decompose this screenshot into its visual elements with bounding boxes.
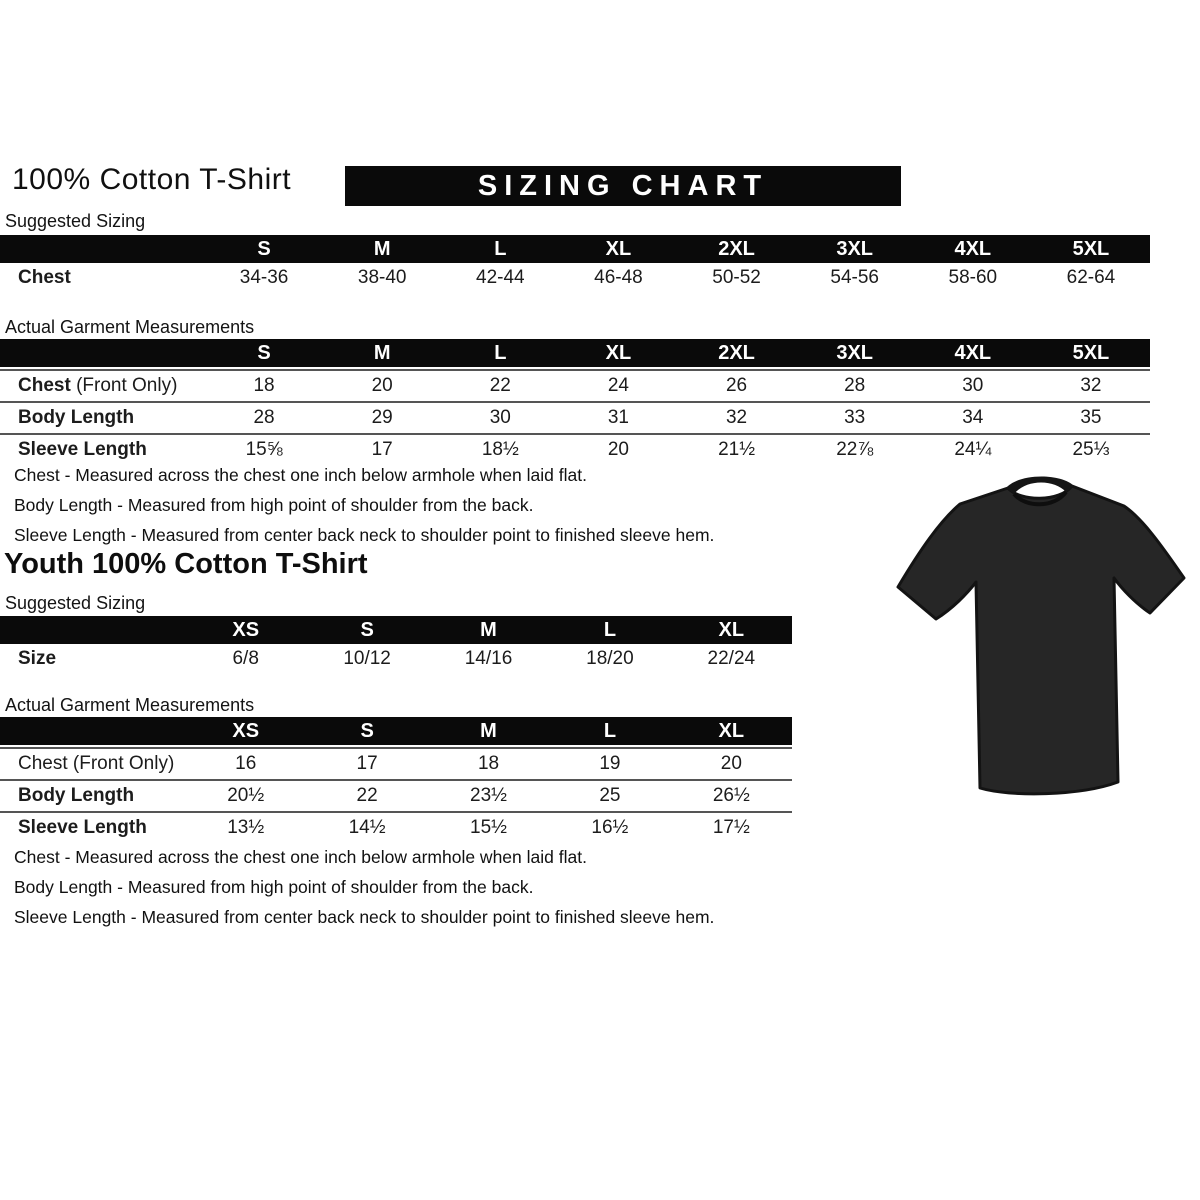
size-column-header: M — [480, 719, 497, 742]
measurement-value: 20 — [607, 439, 629, 460]
black-tshirt-illustration — [888, 466, 1193, 811]
measurement-value: 22 — [356, 785, 378, 806]
measurement-value: 38-40 — [357, 267, 407, 288]
measurement-value: 18 — [253, 375, 275, 396]
measurement-value: 16½ — [591, 817, 629, 838]
row-label-cell — [0, 813, 185, 843]
measurement-value: 26 — [725, 375, 748, 396]
measurement-value: 25 — [599, 785, 621, 806]
size-column-header: XL — [718, 719, 745, 742]
youth-suggested-sizing-heading: Suggested Sizing — [5, 593, 146, 613]
adult-actual-measurements-heading: Actual Garment Measurements — [5, 317, 255, 337]
header-corner-cell — [0, 717, 185, 745]
measurement-value: 18 — [477, 753, 500, 774]
sizing-chart-banner: SIZING CHART — [345, 166, 901, 206]
row-label-text: Chest — [18, 267, 71, 288]
size-column-header: S — [257, 237, 271, 260]
measurement-value: 18/20 — [586, 648, 634, 669]
measurement-value: 17½ — [712, 817, 750, 838]
size-column-header: 2XL — [718, 237, 755, 260]
measurement-value: 34 — [962, 407, 984, 428]
size-column-header: S — [257, 341, 271, 364]
measurement-value: 35 — [1080, 407, 1102, 428]
measurement-value: 22 — [489, 375, 511, 396]
measurement-value: 26½ — [712, 785, 750, 806]
adult-section-title: 100% Cotton T-Shirt — [12, 163, 292, 196]
size-column-header: XS — [232, 618, 260, 641]
note-line: Body Length - Measured from high point of shoulder from the back. — [14, 494, 534, 515]
measurement-value: 14/16 — [464, 648, 513, 669]
adult-suggested-sizing-heading: Suggested Sizing — [5, 211, 146, 231]
size-header-row — [0, 235, 1150, 263]
measurement-row — [0, 369, 1150, 401]
note-line: Sleeve Length - Measured from center back neck to shoulder point to finished sleeve hem. — [14, 906, 715, 927]
measurement-value: 22/24 — [707, 648, 756, 669]
note-line: Body Length - Measured from high point of shoulder from the back. — [14, 876, 534, 897]
measurement-value: 21½ — [718, 439, 756, 460]
measurement-row — [0, 644, 792, 674]
measurement-value: 17 — [371, 439, 393, 460]
row-label-cell — [0, 749, 185, 779]
row-label-suffix: (Front Only) — [67, 753, 175, 774]
row-label-text: Body Length — [18, 785, 135, 806]
measurement-value: 15⅝ — [245, 439, 283, 460]
size-column-header: 5XL — [1072, 341, 1110, 364]
size-column-header: XL — [718, 618, 745, 641]
measurement-row — [0, 747, 792, 779]
size-header-row — [0, 616, 792, 644]
size-column-header: 3XL — [836, 341, 874, 364]
row-label-text: Chest — [18, 375, 71, 396]
size-column-header: S — [360, 618, 374, 641]
size-column-header: 2XL — [718, 341, 755, 364]
measurement-value: 24 — [607, 375, 629, 396]
measurement-value: 22⅞ — [836, 439, 874, 460]
row-label-text: Sleeve Length — [18, 817, 147, 838]
row-label-suffix: (Front Only) — [70, 375, 178, 396]
measurement-value: 20 — [371, 375, 393, 396]
measurement-value: 17 — [356, 753, 378, 774]
measurement-value: 29 — [371, 407, 393, 428]
measurement-value: 20 — [720, 753, 742, 774]
measurement-value: 32 — [1080, 375, 1102, 396]
measurement-value: 30 — [489, 407, 511, 428]
youth-measurement-notes — [14, 842, 714, 932]
measurement-value: 28 — [253, 407, 275, 428]
measurement-value: 28 — [844, 375, 866, 396]
youth-actual-measurements-heading: Actual Garment Measurements — [5, 695, 255, 715]
size-column-header: XL — [605, 237, 632, 260]
size-column-header: L — [494, 237, 507, 260]
measurement-row — [0, 401, 1150, 433]
note-line: Sleeve Length - Measured from center back neck to shoulder point to finished sleeve hem. — [14, 524, 715, 545]
youth-actual-measurements-table — [0, 717, 792, 843]
measurement-value: 23½ — [470, 785, 507, 806]
row-label-cell — [0, 371, 205, 401]
row-label-text: Size — [18, 648, 57, 669]
size-column-header: M — [373, 237, 391, 260]
measurement-value: 54-56 — [830, 267, 879, 288]
header-corner-cell — [0, 235, 205, 263]
measurement-row — [0, 263, 1150, 293]
measurement-value: 10/12 — [343, 648, 391, 669]
measurement-value: 13½ — [227, 817, 265, 838]
measurement-row — [0, 811, 792, 843]
measurement-value: 42-44 — [476, 267, 525, 288]
size-header-row — [0, 339, 1150, 367]
size-column-header: S — [360, 719, 374, 742]
size-column-header: XL — [605, 341, 632, 364]
row-label-text: Body Length — [18, 407, 135, 428]
measurement-row — [0, 779, 792, 811]
measurement-value: 16 — [235, 753, 257, 774]
measurement-value: 30 — [962, 375, 984, 396]
size-column-header: L — [603, 618, 617, 641]
row-label-cell — [0, 781, 185, 811]
size-column-header: M — [480, 618, 497, 641]
adult-measurement-notes — [14, 460, 714, 550]
row-label-text: Chest — [18, 753, 68, 774]
measurement-value: 25⅓ — [1072, 439, 1110, 460]
measurement-value: 24¼ — [954, 439, 992, 460]
measurement-value: 62-64 — [1066, 267, 1116, 288]
measurement-value: 46-48 — [594, 267, 643, 288]
size-column-header: 4XL — [954, 237, 992, 260]
youth-suggested-sizing-table — [0, 616, 792, 674]
adult-suggested-sizing-table — [0, 235, 1150, 293]
measurement-value: 34-36 — [239, 267, 289, 288]
size-column-header: 5XL — [1072, 237, 1110, 260]
measurement-value: 58-60 — [948, 267, 998, 288]
size-column-header: L — [603, 719, 617, 742]
header-corner-cell — [0, 339, 205, 367]
size-header-row — [0, 717, 792, 745]
size-column-header: M — [373, 341, 391, 364]
header-corner-cell — [0, 616, 185, 644]
measurement-value: 20½ — [227, 785, 265, 806]
measurement-value: 15½ — [470, 817, 507, 838]
size-column-header: 4XL — [954, 341, 992, 364]
row-label-text: Sleeve Length — [18, 439, 147, 460]
tshirt-product-image — [888, 466, 1193, 811]
row-label-cell — [0, 644, 185, 674]
size-column-header: XS — [232, 719, 260, 742]
note-line: Chest - Measured across the chest one inch below armhole when laid flat. — [14, 846, 587, 867]
measurement-value: 18½ — [481, 439, 519, 460]
measurement-value: 32 — [725, 407, 748, 428]
youth-section-title: Youth 100% Cotton T-Shirt — [4, 548, 368, 580]
size-column-header: 3XL — [836, 237, 874, 260]
measurement-value: 19 — [599, 753, 621, 774]
measurement-value: 31 — [607, 407, 629, 428]
row-label-cell — [0, 263, 205, 293]
measurement-value: 14½ — [348, 817, 386, 838]
row-label-cell — [0, 403, 205, 433]
measurement-value: 33 — [844, 407, 866, 428]
adult-actual-measurements-table — [0, 339, 1150, 465]
size-column-header: L — [494, 341, 507, 364]
measurement-value: 6/8 — [232, 648, 259, 669]
measurement-value: 50-52 — [712, 267, 761, 288]
note-line: Chest - Measured across the chest one inch below armhole when laid flat. — [14, 464, 587, 485]
